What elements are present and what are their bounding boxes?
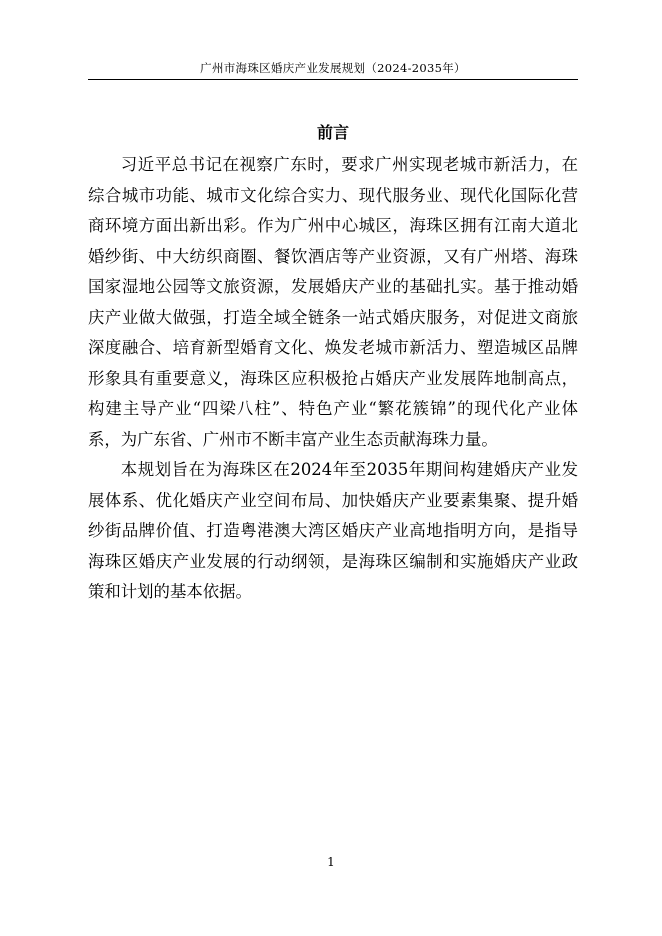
header-divider [88, 79, 578, 80]
paragraph-2: 本规划旨在为海珠区在2024年至2035年期间构建婚庆产业发展体系、优化婚庆产业空间布局、加快婚庆产业要素集聚、提升婚纱街品牌价值、打造粤港澳大湾区婚庆产业高地指明方向，是指导海珠区婚庆产业发展的行动纲领，是海珠区编制和实施婚庆产业政策和计划的基本依据。 [88, 460, 578, 601]
section-title: 前言 [316, 123, 349, 142]
paragraph-1: 习近平总书记在视察广东时，要求广州实现老城市新活力，在综合城市功能、城市文化综合实力、现代服务业、现代化国际化营商环境方面出新出彩。作为广州中心城区，海珠区拥有江南大道北婚纱街、中大纺织商圈、餐饮酒店等产业资源，又有广州塔、海珠国家湿地公园等文旅资源，发展婚庆产业的基础扎实。基于推动婚庆产业做大做强，打造全域全链条一站式婚庆服务，对促进文商旅深度融合、培育新型婚育文化、焕发老城市新活力、塑造城区品牌形象具有重要意义，海珠区应积极抢占婚庆产业发展阵地制高点，构建主导产业“四梁八柱”、特色产业“繁花簇锦”的现代化产业体系，为广东省、广州市不断丰富产业生态贡献海珠力量。 [88, 155, 578, 449]
body-text [88, 150, 578, 608]
page-number: 1 [327, 855, 335, 869]
running-header: 广州市海珠区婚庆产业发展规划（2024-2035年） [200, 61, 466, 75]
